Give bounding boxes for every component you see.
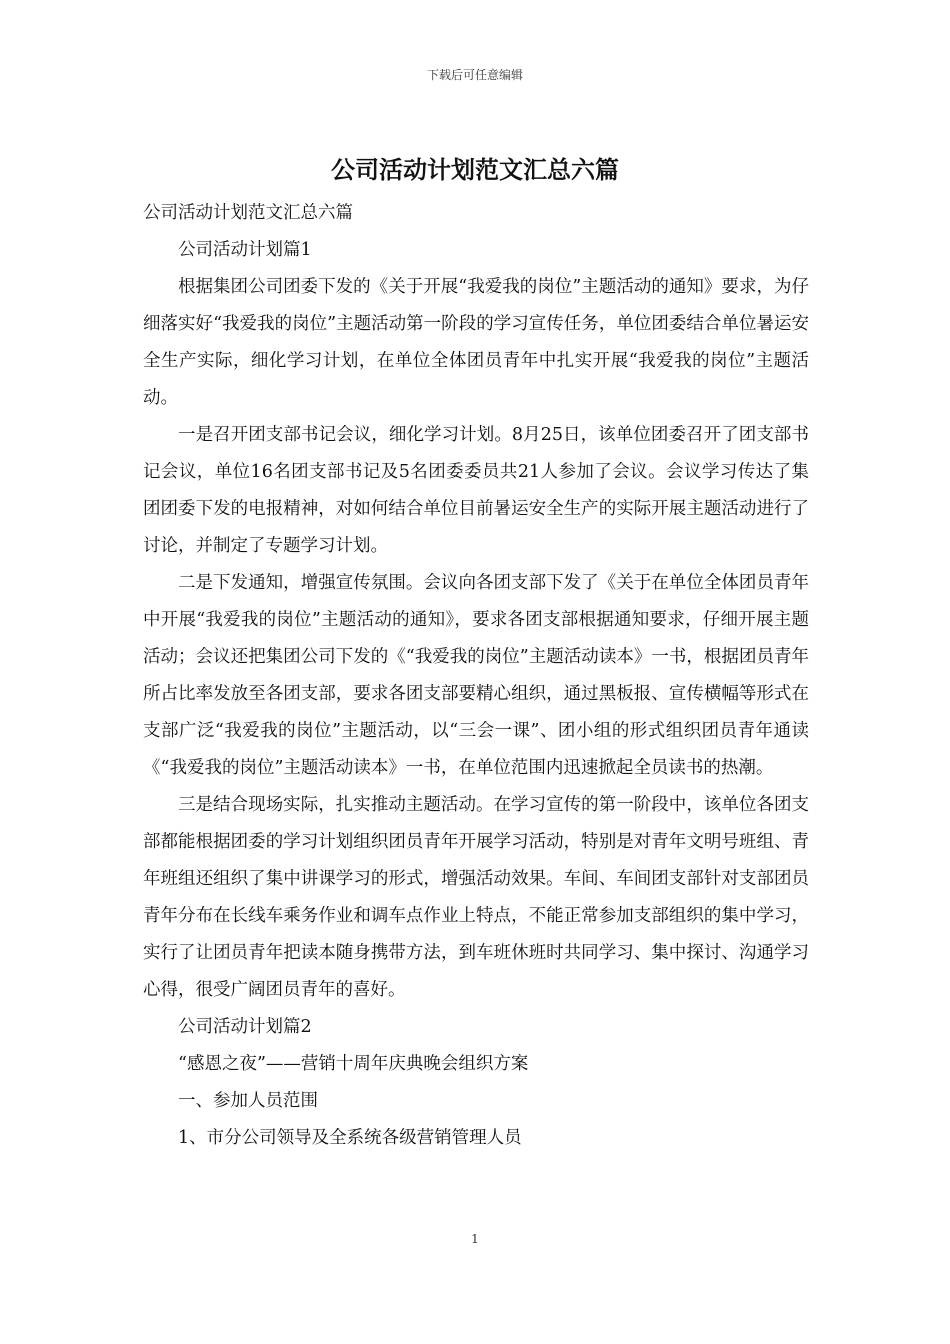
body-paragraph: 一是召开团支部书记会议，细化学习计划。8月25日，该单位团委召开了团支部书记会议，单位16名团支部书记及5名团委委员共21人参加了会议。会议学习传达了集团团委下发的电报精神，对如何结合单位目前暑运安全生产的实际开展主题活动进行了讨论，并制定了专题学习计划。	[143, 425, 809, 556]
section-heading-2: 公司活动计划篇2	[178, 1017, 312, 1037]
plan-list-item: 1、市分公司领导及全系统各级营销管理人员	[178, 1128, 522, 1148]
plan-section-heading: 一、参加人员范围	[178, 1091, 318, 1111]
section-heading-1: 公司活动计划篇1	[178, 240, 312, 260]
body-paragraph: 根据集团公司团委下发的《关于开展“我爱我的岗位”主题活动的通知》要求，为仔细落实好“我爱我的岗位”主题活动第一阶段的学习宣传任务，单位团委结合单位暑运安全生产实际，细化学习计划，在单位全体团员青年中扎实开展“我爱我的岗位”主题活动。	[143, 277, 809, 408]
document-title: 公司活动计划范文汇总六篇	[331, 155, 619, 184]
body-paragraph: 三是结合现场实际，扎实推动主题活动。在学习宣传的第一阶段中，该单位各团支部都能根据团委的学习计划组织团员青年开展学习活动，特别是对青年文明号班组、青年班组还组织了集中讲课学习的形式，增强活动效果。车间、车间团支部针对支部团员青年分布在长线车乘务作业和调车点作业上特点，不能正常参加支部组织的集中学习，实行了让团员青年把读本随身携带方法，到车班休班时共同学习、集中探讨、沟通学习心得，很受广阔团员青年的喜好。	[143, 795, 809, 1000]
document-body	[143, 195, 809, 1157]
header-note: 下载后可任意编辑	[426, 68, 523, 82]
page-number: 1	[471, 1232, 479, 1246]
body-paragraph-subtitle: 公司活动计划范文汇总六篇	[143, 203, 353, 223]
plan-title: “感恩之夜”——营销十周年庆典晚会组织方案	[178, 1054, 529, 1074]
body-paragraph: 二是下发通知，增强宣传氛围。会议向各团支部下发了《关于在单位全体团员青年中开展“我爱我的岗位”主题活动的通知》，要求各团支部根据通知要求，仔细开展主题活动；会议还把集团公司下发的《“我爱我的岗位”主题活动读本》一书，根据团员青年所占比率发放至各团支部，要求各团支部要精心组织，通过黑板报、宣传横幅等形式在支部广泛“我爱我的岗位”主题活动，以“三会一课”、团小组的形式组织团员青年通读《“我爱我的岗位”主题活动读本》一书，在单位范围内迅速掀起全员读书的热潮。	[143, 573, 809, 778]
